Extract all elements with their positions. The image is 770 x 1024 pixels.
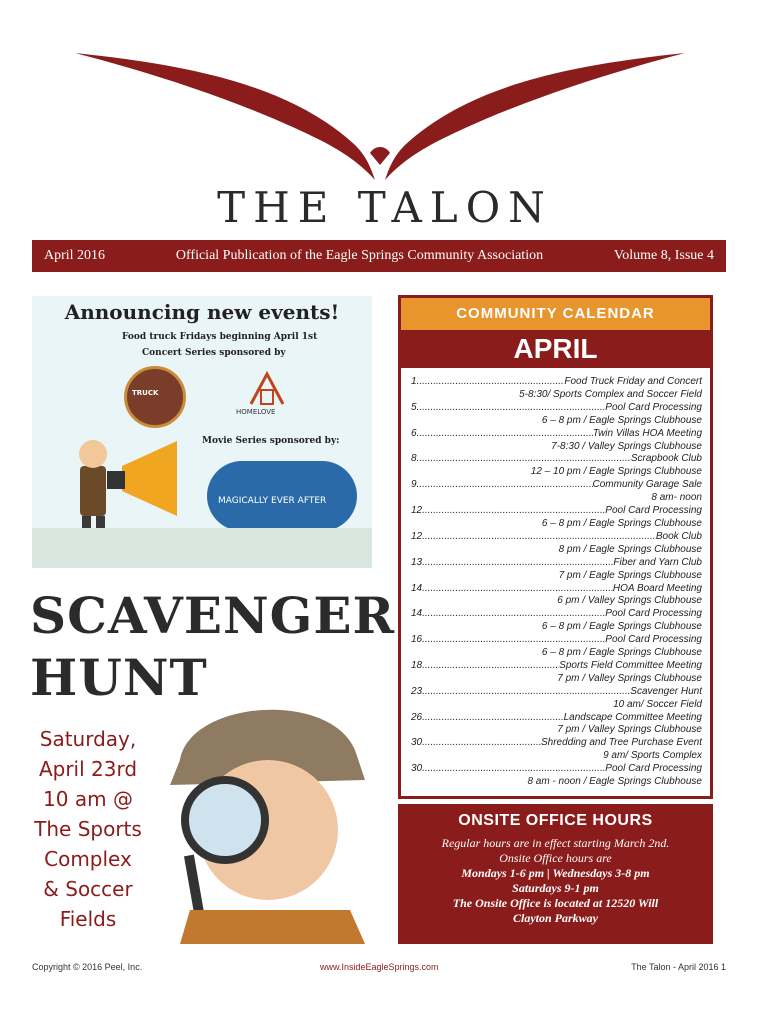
issue-banner [32,240,726,272]
hunt-detail-line: Complex [44,847,132,871]
event-name: Pool Card Processing [605,763,702,775]
hunt-detail-line: & Soccer [43,877,133,901]
publication-subtitle: Official Publication of the Eagle Springs Community Association [175,248,544,263]
event-name: Twin Villas HOA Meeting [592,427,702,439]
event-detail: 5-8:30/ Sports Complex and Soccer Field [519,388,702,400]
office-hours-weekdays: Mondays 1-6 pm | Wednesdays 3-8 pm [461,866,650,880]
leader-dots [417,402,606,415]
event-date: 30 [411,737,423,749]
event-name: Book Club [655,530,702,542]
calendar-event [411,453,702,479]
event-name: Shredding and Tree Purchase Event [540,737,702,749]
event-name: Pool Card Processing [605,401,702,413]
calendar-event [411,686,702,712]
event-detail: 8 pm / Eagle Springs Clubhouse [558,543,702,555]
community-calendar [398,295,713,799]
calendar-event [411,634,702,660]
scavenger-title: SCAVENGER [30,586,396,645]
event-detail: 7 pm / Valley Springs Clubhouse [557,672,702,684]
calendar-event [411,583,702,609]
event-date: 1 [411,376,417,387]
hunt-details [28,724,148,934]
house-icon [247,368,287,408]
calendar-month: APRIL [401,330,710,368]
event-date: 12 [411,530,423,542]
event-date: 6 [411,427,417,439]
event-name: Sports Field Committee Meeting [559,659,702,671]
event-date: 8 [411,453,417,465]
event-name: Food Truck Friday and Concert [564,376,702,387]
magically-sponsor-name: MAGICALLY EVER AFTER [218,496,327,506]
event-date: 16 [411,634,423,646]
event-name: Pool Card Processing [605,634,702,646]
event-name: Pool Card Processing [605,505,702,517]
event-name: HOA Board Meeting [612,582,702,594]
event-detail: 8 am- noon [651,492,702,504]
calendar-event [411,660,702,686]
leader-dots [422,505,605,518]
food-truck-sponsor-name: TRUCK [132,389,159,397]
calendar-event [411,712,702,738]
calendar-event [411,479,702,505]
leader-dots [417,453,631,466]
leader-dots [422,686,630,699]
event-date: 18 [411,659,423,671]
page-number: The Talon - April 2016 1 [631,962,726,972]
event-detail: 7 pm / Valley Springs Clubhouse [557,724,702,736]
eagle-wings-logo [70,45,690,185]
events-announcement-ad [32,296,372,568]
homelove-sponsor-name: HOMELOVE [236,408,276,416]
event-detail: 10 am/ Soccer Field [613,698,702,710]
detective-boy-photo [150,690,380,944]
volume-issue: Volume 8, Issue 4 [613,248,714,263]
copyright-text: Copyright © 2016 Peel, Inc. [32,962,143,972]
website-link[interactable]: www.InsideEagleSprings.com [320,962,439,972]
event-date: 12 [411,505,423,517]
hunt-title: HUNT [30,648,208,707]
hunt-detail-line: April 23rd [38,757,138,781]
leader-dots [417,376,565,389]
newsletter-title: THE TALON [217,183,553,232]
event-date: 13 [411,556,423,568]
leader-dots [422,531,656,544]
event-detail: 6 – 8 pm / Eagle Springs Clubhouse [541,647,702,659]
calendar-event [411,505,702,531]
event-detail: 6 – 8 pm / Eagle Springs Clubhouse [541,517,702,529]
office-hours-header: ONSITE OFFICE HOURS [458,812,653,829]
event-detail: 12 – 10 pm / Eagle Springs Clubhouse [530,466,702,478]
calendar-event [411,608,702,634]
calendar-event [411,376,702,402]
event-name: Scavenger Hunt [630,685,702,697]
hunt-detail-line: Fields [59,907,117,931]
event-name: Scrapbook Club [630,453,702,465]
leader-dots [422,737,541,750]
office-location: The Onsite Office is located at 12520 Will [452,896,659,910]
ad-concert-line: Concert Series sponsored by [142,348,286,358]
event-detail: 7-8:30 / Valley Springs Clubhouse [551,440,702,452]
office-location-street: Clayton Parkway [512,911,598,925]
issue-date: April 2016 [44,248,106,263]
calendar-event [411,531,702,557]
calendar-event [411,402,702,428]
event-date: 5 [411,401,417,413]
hunt-detail-line: 10 am @ [43,787,133,811]
calendar-event-list [411,376,702,789]
event-name: Pool Card Processing [605,608,702,620]
hunt-detail-line: Saturday, [39,727,137,751]
leader-dots [417,479,593,492]
leader-dots [417,428,593,441]
ad-movie-line: Movie Series sponsored by: [202,436,340,446]
leader-dots [422,660,559,673]
leader-dots [422,763,605,776]
ad-floor [32,528,372,568]
leader-dots [422,583,613,596]
event-detail: 8 am - noon / Eagle Springs Clubhouse [527,776,702,788]
leader-dots [422,634,605,647]
event-detail: 9 am/ Sports Complex [603,750,702,762]
event-date: 14 [411,582,423,594]
hunt-detail-line: The Sports [34,817,142,841]
calendar-event [411,428,702,454]
calendar-event [411,763,702,789]
leader-dots [422,712,563,725]
event-name: Fiber and Yarn Club [613,556,702,568]
event-date: 14 [411,608,423,620]
event-date: 26 [411,711,423,723]
event-date: 30 [411,763,423,775]
onsite-office-hours [398,804,713,944]
event-date: 23 [411,685,423,697]
calendar-event [411,737,702,763]
office-hours-intro: Onsite Office hours are [499,851,612,865]
calendar-event [411,557,702,583]
calendar-header: COMMUNITY CALENDAR [401,298,710,330]
leader-dots [422,608,605,621]
event-detail: 7 pm / Eagle Springs Clubhouse [558,569,702,581]
event-detail: 6 – 8 pm / Eagle Springs Clubhouse [541,621,702,633]
ad-headline: Announcing new events! [64,300,340,324]
event-detail: 6 – 8 pm / Eagle Springs Clubhouse [541,414,702,426]
leader-dots [422,557,613,570]
ad-food-truck-line: Food truck Fridays beginning April 1st [122,332,318,342]
event-date: 9 [411,479,417,491]
office-hours-note: Regular hours are in effect starting March 2nd. [441,836,670,850]
event-name: Community Garage Sale [592,479,702,491]
event-detail: 6 pm / Valley Springs Clubhouse [557,595,702,607]
event-name: Landscape Committee Meeting [563,711,702,723]
office-hours-saturday: Saturdays 9-1 pm [512,881,599,895]
